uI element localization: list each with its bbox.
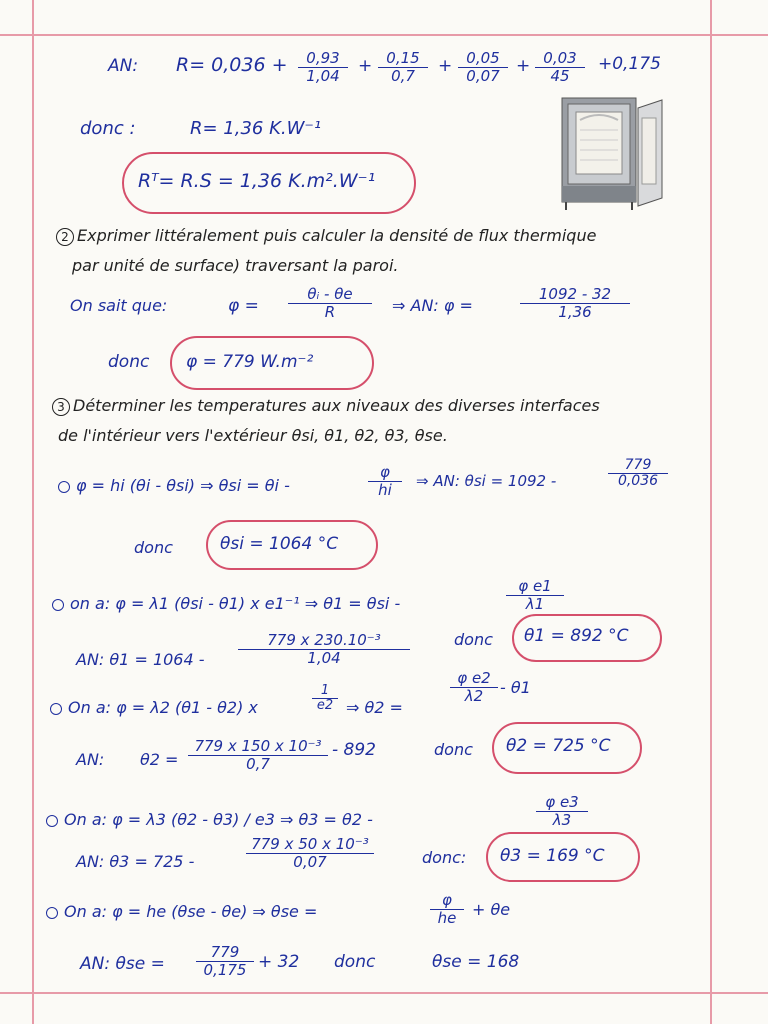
circle-bullet-icon [50, 703, 62, 715]
step-2-equation: on a: φ = λ1 (θsi - θ1) x e1⁻¹ ⇒ θ1 = θsi - [52, 596, 400, 612]
r-result: R= 1,36 K.W⁻¹ [190, 118, 322, 139]
question-3-heading [52, 398, 600, 416]
question-2-line-2: par unité de surface) traversant la paroi. [72, 256, 399, 275]
theta-1-result: θ1 = 892 °C [524, 626, 629, 646]
step-5-fraction: $\frac{\varphi}{he}$ [430, 892, 464, 926]
step-4-fraction: $\frac{\text{φ e3}}{\lambda 3}$ [536, 794, 588, 828]
flux-an: ⇒ AN: φ = [392, 296, 473, 315]
an-tail: +0,175 [598, 54, 661, 74]
circle-bullet-icon [52, 599, 64, 611]
donc-label: donc [334, 952, 376, 972]
question-number-3: 3 [52, 398, 70, 416]
donc-label: donc [134, 538, 173, 557]
step-1-equation: φ = hi (θi - θsi) ⇒ θsi = θi - [58, 478, 290, 494]
furnace-icon [558, 94, 670, 212]
question-3-line-2: de l'intérieur vers l'extérieur θsi, θ1, θ2, θ3, θse. [58, 426, 448, 445]
margin-line-top [0, 34, 768, 36]
step-4-an-fraction: $\frac{\text{779 x 50 x 10⁻³}}{0,07}$ [246, 836, 374, 870]
rt-result: Rᵀ= R.S = 1,36 K.m².W⁻¹ [138, 170, 376, 192]
plus-sign: + [358, 56, 373, 76]
circle-bullet-icon [58, 481, 70, 493]
step-1-an-fraction: $\frac{779}{0,036}$ [608, 458, 668, 490]
step-5-equation: On a: φ = he (θse - θe) ⇒ θse = [46, 904, 317, 920]
step-3-fraction-2: $\frac{\text{φ e2}}{\lambda 2}$ [450, 670, 498, 704]
plus-sign: + [438, 56, 453, 76]
step-2-an-fraction: $\frac{\text{779 x 230.10⁻³}}{1,04}$ [238, 632, 410, 666]
question-3-line-1: Déterminer les temperatures aux niveaux des diverses interfaces [73, 396, 600, 415]
step-2-an: AN: θ1 = 1064 - [76, 650, 205, 669]
an-r-equation: R= 0,036 + [176, 54, 288, 76]
step-3-an-equals: θ2 = [140, 750, 179, 769]
flux-result: φ = 779 W.m⁻² [186, 352, 314, 372]
step-3-an-label: AN: [76, 750, 105, 769]
step-5-an-tail: + 32 [258, 952, 300, 972]
step-5-an: AN: θse = [80, 954, 165, 974]
donc-label: donc [454, 630, 493, 649]
on-sait-label: On sait que: [70, 296, 168, 315]
circle-bullet-icon [46, 815, 58, 827]
donc-label: donc [434, 740, 473, 759]
step-4-equation: On a: φ = λ3 (θ2 - θ3) / e3 ⇒ θ3 = θ2 - [46, 812, 373, 828]
donc-label: donc: [422, 848, 467, 867]
step-2-fraction: $\frac{\text{φ e1}}{\lambda 1}$ [506, 578, 564, 612]
theta-se-result: θse = 168 [432, 952, 520, 972]
margin-line-left [32, 0, 34, 1024]
fraction-2: $\frac{0,15}{0,7}$ [378, 50, 428, 84]
theta-2-result: θ2 = 725 °C [506, 736, 611, 756]
theta-si-result: θsi = 1064 °C [220, 534, 339, 554]
flux-an-fraction: $\frac{1092 - 32}{1,36}$ [520, 286, 630, 320]
question-number-2: 2 [56, 228, 74, 246]
step-1-an: ⇒ AN: θsi = 1092 - [416, 472, 557, 490]
step-3-an-tail: - 892 [332, 740, 376, 760]
step-3-equation: On a: φ = λ2 (θ1 - θ2) x [50, 700, 258, 716]
step-3-mid: ⇒ θ2 = [346, 698, 403, 717]
question-2-heading [56, 228, 596, 246]
step-3-an-fraction: $\frac{\text{779 x 150 x 10⁻³}}{0,7}$ [188, 738, 328, 772]
step-5-tail: + θe [472, 900, 511, 919]
step-1-fraction: $\frac{\varphi}{hi}$ [368, 464, 402, 498]
fraction-3: $\frac{0,05}{0,07}$ [458, 50, 508, 84]
phi-equals: φ = [228, 296, 259, 316]
fraction-4: $\frac{0,03}{45}$ [535, 50, 585, 84]
step-3-tail: - θ1 [500, 678, 531, 697]
flux-formula-fraction: $\frac{\text{θᵢ - θe}}{R}$ [288, 286, 372, 320]
an-label: AN: [108, 56, 139, 76]
question-2-line-1: Exprimer littéralement puis calculer la densité de flux thermique [77, 226, 597, 245]
theta-3-result: θ3 = 169 °C [500, 846, 605, 866]
donc-label: donc : [80, 118, 136, 139]
circle-bullet-icon [46, 907, 58, 919]
step-5-an-fraction: $\frac{779}{0,175}$ [196, 944, 254, 978]
step-3-fraction-1: $\frac{1}{e2}$ [312, 684, 338, 714]
step-4-an: AN: θ3 = 725 - [76, 852, 195, 871]
margin-line-bottom [0, 992, 768, 994]
fraction-1: $\frac{0,93}{1,04}$ [298, 50, 348, 84]
plus-sign: + [516, 56, 531, 76]
donc-label: donc [108, 352, 150, 372]
margin-line-right [710, 0, 712, 1024]
